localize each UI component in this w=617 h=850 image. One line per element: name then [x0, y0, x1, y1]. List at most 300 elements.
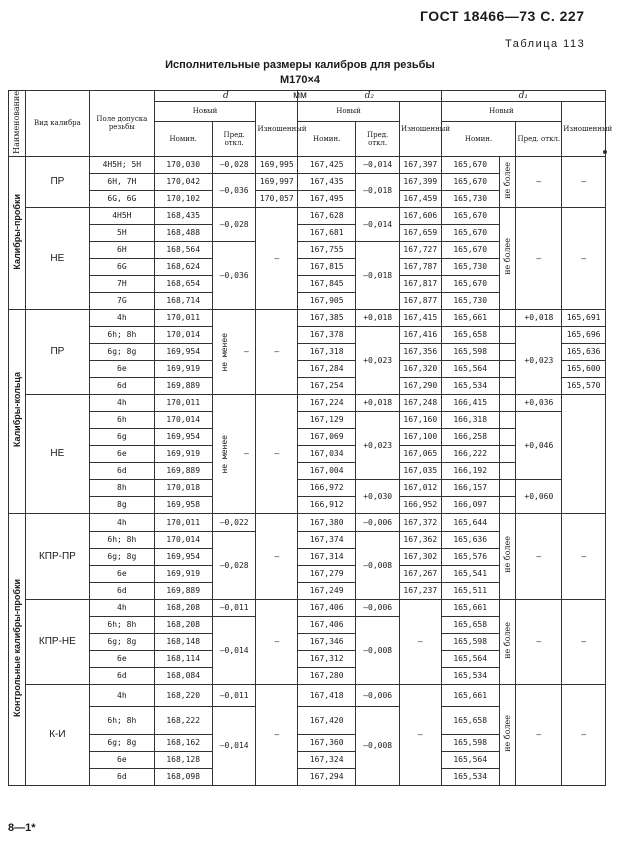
d2-nominal: 167,815: [298, 258, 356, 275]
header-d1-nom: Номин.: [441, 121, 516, 156]
tolerance-field: 6G, 6G: [90, 190, 154, 207]
gauge-type: ПР: [25, 156, 89, 207]
tolerance-field: 6g: [90, 428, 154, 445]
document-id: ГОСТ 18466—73 С. 227: [420, 8, 585, 24]
d1-note: не более: [503, 161, 513, 199]
d-note: не менее: [219, 332, 229, 372]
d1-nominal: 166,097: [441, 496, 499, 513]
d2-nominal: 167,406: [298, 599, 356, 616]
table-row: [9, 377, 606, 394]
d2-worn: 167,399: [399, 173, 441, 190]
tolerance-field: 6g; 8g: [90, 548, 154, 565]
d-worn: —: [256, 207, 298, 309]
d2-deviation: —0,006: [356, 513, 400, 531]
header-d-worn: Изношенный: [256, 102, 298, 157]
header-pole: Поле допуска резьбы: [90, 91, 154, 157]
d2-nominal: 167,279: [298, 565, 356, 582]
tolerance-field: 6h: [90, 411, 154, 428]
section-label-cell: [9, 513, 26, 785]
table-row: [9, 428, 606, 445]
d1-worn: 165,636: [562, 343, 606, 360]
d2-nominal: 167,406: [298, 616, 356, 633]
d2-worn: 167,320: [399, 360, 441, 377]
d1-nominal: 165,670: [441, 207, 499, 224]
tolerance-field: 6g; 8g: [90, 633, 154, 650]
d1-worn: [562, 394, 606, 513]
d-nominal: 170,018: [154, 479, 212, 496]
d2-worn: 167,100: [399, 428, 441, 445]
d1-worn: —: [562, 513, 606, 599]
section-label-cell: [9, 156, 26, 309]
caption-text: Исполнительные размеры калибров для резьбы М170×4: [165, 59, 435, 86]
table-number: Таблица 113: [505, 38, 586, 50]
d2-deviation: —0,008: [356, 706, 400, 785]
gauge-type: НЕ: [25, 207, 89, 309]
tolerance-field: 6h; 8h: [90, 706, 154, 734]
header-d2-worn: Изношенный: [399, 102, 441, 157]
header-d1-dev: Пред. откл.: [516, 121, 562, 156]
d1-nominal: 165,644: [441, 513, 499, 531]
d2-worn: 167,012: [399, 479, 441, 496]
section-label: Контрольные калибры-пробки: [11, 578, 22, 717]
d2-nominal: 167,004: [298, 462, 356, 479]
d2-worn: 167,727: [399, 241, 441, 258]
d2-worn: 167,606: [399, 207, 441, 224]
d-nominal: 168,488: [154, 224, 212, 241]
tolerance-field: 6h; 8h: [90, 616, 154, 633]
d2-nominal: 167,378: [298, 326, 356, 343]
d2-deviation: —0,008: [356, 616, 400, 684]
tolerance-field: 6e: [90, 565, 154, 582]
table-row: [9, 207, 606, 224]
d-nominal: 169,919: [154, 360, 212, 377]
header-d-dev: Пред. откл.: [212, 121, 256, 156]
tolerance-field: 6g; 8g: [90, 343, 154, 360]
tolerance-field: 4h: [90, 513, 154, 531]
d1-nominal: 165,670: [441, 275, 499, 292]
d2-nominal: 167,435: [298, 173, 356, 190]
d1-nominal: 165,598: [441, 343, 499, 360]
d1-worn: 165,691: [562, 309, 606, 326]
d-nominal: 169,889: [154, 582, 212, 599]
d1-nominal: 165,598: [441, 633, 499, 650]
d-deviation: —0,036: [212, 241, 256, 309]
d1-note-cell: [499, 513, 516, 599]
empty-cell: [499, 343, 516, 360]
d1-nominal: 165,658: [441, 326, 499, 343]
d-nominal: 168,624: [154, 258, 212, 275]
d1-nominal: 165,730: [441, 190, 499, 207]
d1-deviation: —: [516, 684, 562, 785]
d2-nominal: 167,224: [298, 394, 356, 411]
d-nominal: 168,098: [154, 768, 212, 785]
d-nominal: 168,714: [154, 292, 212, 309]
d2-nominal: 167,069: [298, 428, 356, 445]
d-deviation-wrap: [214, 333, 255, 372]
d1-nominal: 166,192: [441, 462, 499, 479]
d-nominal: 169,954: [154, 428, 212, 445]
d2-worn: 167,302: [399, 548, 441, 565]
table-body: [9, 156, 606, 785]
tolerance-field: 6e: [90, 360, 154, 377]
d-worn: 169,997: [256, 173, 298, 190]
table-row: [9, 411, 606, 428]
d1-nominal: 165,658: [441, 616, 499, 633]
d-nominal: 168,222: [154, 706, 212, 734]
d1-note-cell: [499, 156, 516, 207]
d-deviation-wrap: [214, 435, 255, 474]
d-nominal: 170,011: [154, 513, 212, 531]
d1-nominal: 166,318: [441, 411, 499, 428]
d-deviation-value: —: [243, 449, 249, 459]
d2-nominal: 167,418: [298, 684, 356, 706]
tolerance-field: 4h: [90, 599, 154, 616]
d2-nominal: 166,972: [298, 479, 356, 496]
table-row: [9, 684, 606, 706]
d2-nominal: 167,324: [298, 751, 356, 768]
empty-cell: [499, 428, 516, 445]
d2-nominal: 167,380: [298, 513, 356, 531]
table-row: [9, 599, 606, 616]
d1-deviation: —: [516, 156, 562, 207]
tolerance-field: 6G: [90, 258, 154, 275]
d1-deviation: +0,060: [516, 479, 562, 513]
tolerance-field: 6d: [90, 582, 154, 599]
gauge-type: ПР: [25, 309, 89, 394]
d2-worn: 167,362: [399, 531, 441, 548]
d1-nominal: 165,670: [441, 241, 499, 258]
d-nominal: 169,919: [154, 565, 212, 582]
empty-cell: [499, 326, 516, 343]
dimensions-table: [8, 90, 613, 786]
d1-deviation: —: [516, 513, 562, 599]
header-d2-new: Новый: [298, 102, 400, 122]
d1-nominal: 165,564: [441, 650, 499, 667]
d1-nominal: 165,576: [441, 548, 499, 565]
d2-deviation: —0,014: [356, 156, 400, 173]
tolerance-field: 6h; 8h: [90, 326, 154, 343]
d2-worn: 167,035: [399, 462, 441, 479]
d2-deviation: +0,018: [356, 394, 400, 411]
d-worn: —: [256, 394, 298, 513]
table-row: [9, 394, 606, 411]
d-nominal: 170,014: [154, 411, 212, 428]
d-nominal: 168,162: [154, 734, 212, 751]
d1-nominal: 165,661: [441, 684, 499, 706]
d1-deviation: —: [516, 207, 562, 309]
empty-cell: [499, 479, 516, 496]
d-deviation: [212, 394, 256, 513]
d-nominal: 169,889: [154, 462, 212, 479]
d1-deviation: +0,018: [516, 309, 562, 326]
gauge-type: КПР-НЕ: [25, 599, 89, 684]
tolerance-field: 6e: [90, 751, 154, 768]
d1-worn: —: [562, 599, 606, 684]
d2-worn: 167,237: [399, 582, 441, 599]
d1-deviation: +0,046: [516, 411, 562, 479]
d2-nominal: 167,845: [298, 275, 356, 292]
d2-worn: 167,160: [399, 411, 441, 428]
tolerance-field: 6d: [90, 768, 154, 785]
d2-worn: 167,415: [399, 309, 441, 326]
d-worn: —: [256, 684, 298, 785]
d1-deviation: +0,023: [516, 326, 562, 394]
d2-worn: 166,952: [399, 496, 441, 513]
d-nominal: 168,220: [154, 684, 212, 706]
d-nominal: 169,919: [154, 445, 212, 462]
d1-worn: 165,570: [562, 377, 606, 394]
d1-nominal: 165,730: [441, 292, 499, 309]
empty-cell: [499, 309, 516, 326]
table-row: [9, 309, 606, 326]
d2-nominal: 167,312: [298, 650, 356, 667]
d2-nominal: 167,318: [298, 343, 356, 360]
tolerance-field: 6d: [90, 377, 154, 394]
gauge-type: К-И: [25, 684, 89, 785]
d2-worn: 167,787: [399, 258, 441, 275]
d2-worn: 167,356: [399, 343, 441, 360]
d1-nominal: 165,534: [441, 667, 499, 684]
tolerance-field: 7H: [90, 275, 154, 292]
d-nominal: 168,208: [154, 616, 212, 633]
d1-nominal: 165,534: [441, 768, 499, 785]
tolerance-field: 8g: [90, 496, 154, 513]
header-d2: d₂: [298, 91, 442, 102]
caption-unit: мм: [293, 90, 307, 101]
d-deviation: —0,028: [212, 531, 256, 599]
d-nominal: 170,011: [154, 309, 212, 326]
d-nominal: 168,654: [154, 275, 212, 292]
d1-nominal: 166,258: [441, 428, 499, 445]
d-deviation: —0,028: [212, 156, 256, 173]
d1-note-cell: [499, 599, 516, 684]
d1-nominal: 165,670: [441, 224, 499, 241]
d1-nominal: 166,222: [441, 445, 499, 462]
d2-deviation: +0,023: [356, 411, 400, 479]
section-label-cell: [9, 309, 26, 513]
empty-cell: [499, 496, 516, 513]
d1-nominal: 165,636: [441, 531, 499, 548]
empty-cell: [499, 411, 516, 428]
tolerance-field: 6H: [90, 241, 154, 258]
tolerance-field: 4h: [90, 309, 154, 326]
d1-nominal: 165,564: [441, 360, 499, 377]
d2-nominal: 167,360: [298, 734, 356, 751]
header-d-new: Новый: [154, 102, 256, 122]
d-deviation: [212, 309, 256, 394]
d2-nominal: 167,385: [298, 309, 356, 326]
empty-cell: [499, 394, 516, 411]
d2-deviation: —0,006: [356, 684, 400, 706]
table-row: [9, 479, 606, 496]
d-deviation: —0,014: [212, 706, 256, 785]
page-footer: 8—1*: [8, 822, 36, 834]
d1-note: не более: [503, 238, 513, 276]
tolerance-field: 6g; 8g: [90, 734, 154, 751]
d2-deviation: —0,018: [356, 173, 400, 207]
d2-nominal: 167,346: [298, 633, 356, 650]
d2-nominal: 167,314: [298, 548, 356, 565]
table-row: [9, 156, 606, 173]
empty-cell: [499, 462, 516, 479]
d2-nominal: 167,755: [298, 241, 356, 258]
d2-nominal: 167,280: [298, 667, 356, 684]
d1-deviation: +0,036: [516, 394, 562, 411]
table-row: [9, 445, 606, 462]
tolerance-field: 4H5H: [90, 207, 154, 224]
d-deviation: —0,028: [212, 207, 256, 241]
d-nominal: 168,128: [154, 751, 212, 768]
d-nominal: 168,564: [154, 241, 212, 258]
d-deviation-value: —: [243, 347, 249, 357]
d1-nominal: 165,730: [441, 258, 499, 275]
d2-worn: 167,267: [399, 565, 441, 582]
d-deviation: —0,011: [212, 599, 256, 616]
tolerance-field: 6d: [90, 667, 154, 684]
d2-worn: 167,290: [399, 377, 441, 394]
tolerance-field: 7G: [90, 292, 154, 309]
d2-nominal: 166,912: [298, 496, 356, 513]
d2-worn: 167,659: [399, 224, 441, 241]
header-d: d: [154, 91, 298, 102]
d2-worn: 167,416: [399, 326, 441, 343]
d1-nominal: 165,541: [441, 565, 499, 582]
d1-nominal: 165,661: [441, 599, 499, 616]
d1-nominal: 166,415: [441, 394, 499, 411]
d-nominal: 168,148: [154, 633, 212, 650]
d2-nominal: 167,249: [298, 582, 356, 599]
d-worn: —: [256, 309, 298, 394]
header-d1-new: Новый: [441, 102, 562, 122]
d1-worn: 165,696: [562, 326, 606, 343]
d-nominal: 169,889: [154, 377, 212, 394]
d-worn: —: [256, 513, 298, 599]
d1-nominal: 165,670: [441, 173, 499, 190]
d2-deviation: —0,018: [356, 241, 400, 309]
section-label: Калибры-пробки: [11, 193, 22, 270]
table-row: [9, 513, 606, 531]
tolerance-field: 5H: [90, 224, 154, 241]
d1-deviation: —: [516, 599, 562, 684]
d-deviation: —0,022: [212, 513, 256, 531]
d1-worn: 165,600: [562, 360, 606, 377]
d2-worn: 167,459: [399, 190, 441, 207]
d1-nominal: 165,670: [441, 156, 499, 173]
d2-deviation: +0,018: [356, 309, 400, 326]
d1-nominal: 165,564: [441, 751, 499, 768]
section-label: Калибры-кольца: [11, 372, 22, 448]
d-deviation: —0,011: [212, 684, 256, 706]
d-nominal: 168,084: [154, 667, 212, 684]
d2-deviation: +0,023: [356, 326, 400, 394]
d2-deviation: +0,030: [356, 479, 400, 513]
d-nominal: 170,011: [154, 394, 212, 411]
d2-deviation: —0,014: [356, 207, 400, 241]
d-nominal: 169,954: [154, 548, 212, 565]
d1-note-cell: [499, 207, 516, 309]
d-nominal: 170,042: [154, 173, 212, 190]
empty-cell: [499, 377, 516, 394]
d1-worn: —: [562, 684, 606, 785]
d1-nominal: 165,511: [441, 582, 499, 599]
d-nominal: 169,958: [154, 496, 212, 513]
d2-nominal: 167,681: [298, 224, 356, 241]
table-header: [9, 91, 613, 157]
d-nominal: 168,435: [154, 207, 212, 224]
tolerance-field: 4h: [90, 394, 154, 411]
header-naim-label: Наименование: [11, 91, 21, 154]
d2-nominal: 167,425: [298, 156, 356, 173]
d2-deviation: —0,008: [356, 531, 400, 599]
d-nominal: 168,208: [154, 599, 212, 616]
d2-worn: 167,817: [399, 275, 441, 292]
table-row: [9, 343, 606, 360]
d1-note: не более: [503, 536, 513, 574]
header-d2-nom: Номин.: [298, 121, 356, 156]
d1-note-cell: [499, 684, 516, 785]
d2-worn: —: [399, 599, 441, 684]
header-d2-dev: Пред. откл.: [356, 121, 400, 156]
d2-nominal: 167,129: [298, 411, 356, 428]
d-nominal: 170,030: [154, 156, 212, 173]
table-row: [9, 462, 606, 479]
empty-cell: [499, 445, 516, 462]
d1-note: не более: [503, 714, 513, 752]
d2-worn: —: [399, 684, 441, 785]
d-deviation: —0,014: [212, 616, 256, 684]
d2-nominal: 167,294: [298, 768, 356, 785]
d-note: не менее: [219, 434, 229, 474]
d-nominal: 170,014: [154, 531, 212, 548]
gauge-type: КПР-ПР: [25, 513, 89, 599]
header-d1: d₁: [441, 91, 605, 102]
d2-nominal: 167,284: [298, 360, 356, 377]
d2-nominal: 167,628: [298, 207, 356, 224]
tolerance-field: 6e: [90, 650, 154, 667]
d1-nominal: 166,157: [441, 479, 499, 496]
d2-worn: 167,065: [399, 445, 441, 462]
d-deviation: —0,036: [212, 173, 256, 207]
d-nominal: 168,114: [154, 650, 212, 667]
d-worn: 170,057: [256, 190, 298, 207]
d1-note: не более: [503, 621, 513, 659]
d1-nominal: 165,658: [441, 706, 499, 734]
d2-deviation: —0,006: [356, 599, 400, 616]
table-row: [9, 496, 606, 513]
d1-worn: —: [562, 207, 606, 309]
table-row: [9, 360, 606, 377]
d2-worn: 167,372: [399, 513, 441, 531]
d2-nominal: 167,495: [298, 190, 356, 207]
d2-nominal: 167,254: [298, 377, 356, 394]
d2-nominal: 167,374: [298, 531, 356, 548]
tolerance-field: 4h: [90, 684, 154, 706]
tolerance-field: 8h: [90, 479, 154, 496]
d1-nominal: 165,598: [441, 734, 499, 751]
tolerance-field: 6e: [90, 445, 154, 462]
header-d-nom: Номин.: [154, 121, 212, 156]
empty-cell: [499, 360, 516, 377]
header-naim: [9, 91, 26, 157]
d1-nominal: 165,534: [441, 377, 499, 394]
d2-worn: 167,877: [399, 292, 441, 309]
table-row: [9, 326, 606, 343]
d-worn: 169,995: [256, 156, 298, 173]
d1-worn: —: [562, 156, 606, 207]
gauge-type: НЕ: [25, 394, 89, 513]
d2-nominal: 167,420: [298, 706, 356, 734]
tolerance-field: 6H, 7H: [90, 173, 154, 190]
